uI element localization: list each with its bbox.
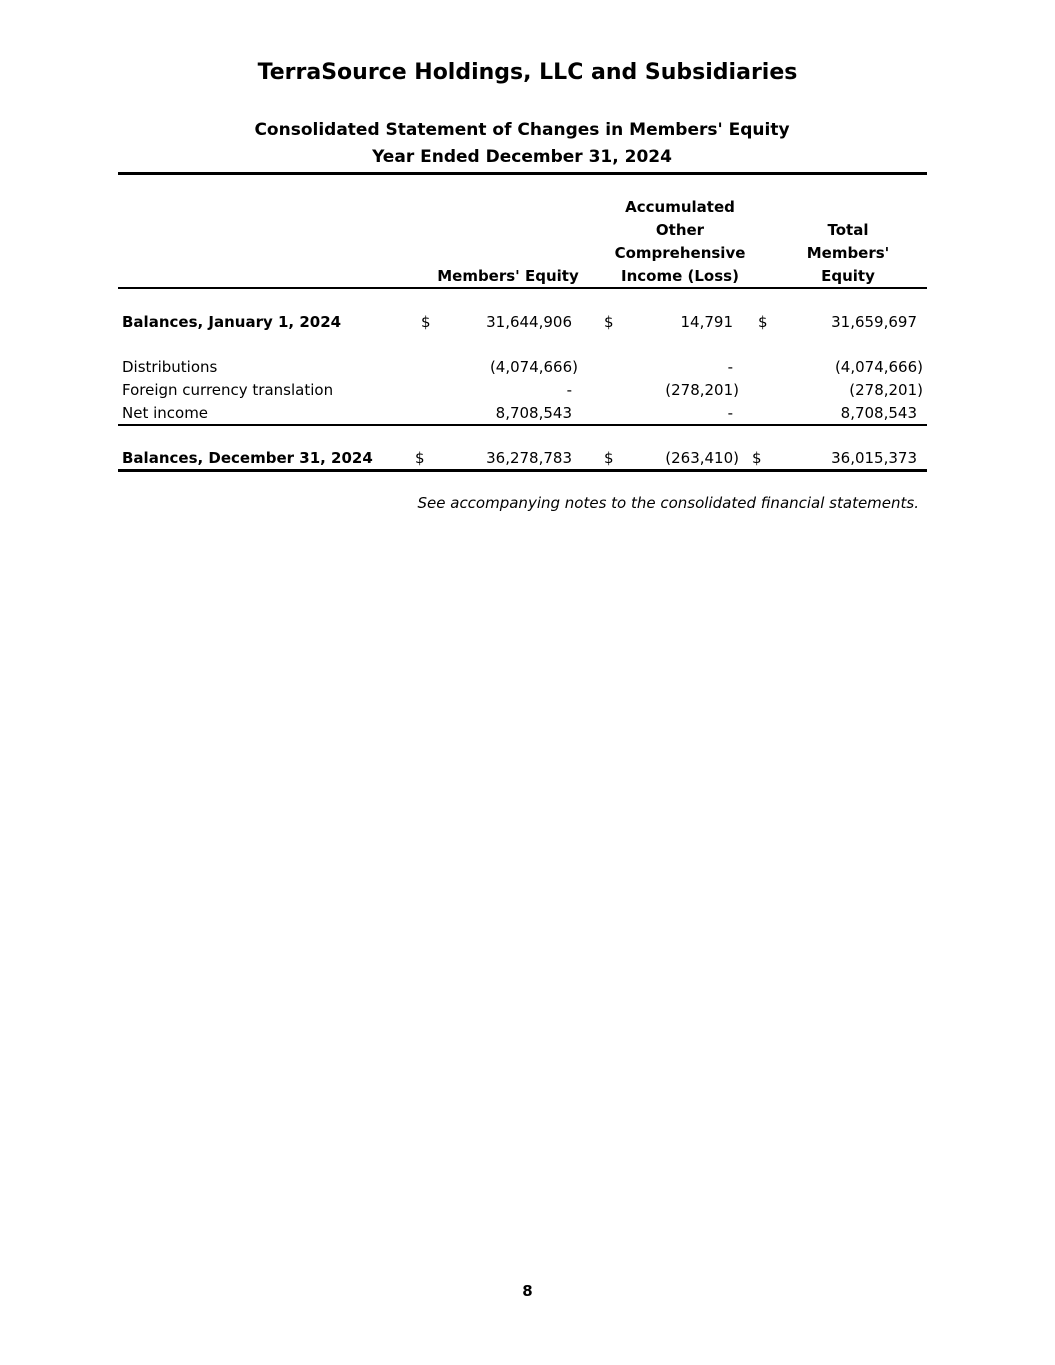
top-rule — [118, 172, 927, 175]
row-label: Balances, January 1, 2024 — [122, 313, 342, 331]
header-rule — [118, 287, 927, 289]
cell-aoci: - — [727, 404, 733, 422]
cell-members-equity: 36,278,783 — [486, 449, 572, 467]
dollar-sign: $ — [604, 313, 614, 331]
cell-total: (4,074,666) — [834, 358, 923, 376]
page-number: 8 — [522, 1282, 533, 1300]
dollar-sign: $ — [415, 449, 425, 467]
dollar-sign: $ — [604, 449, 614, 467]
cell-aoci: (263,410) — [665, 449, 739, 467]
statement-title: Consolidated Statement of Changes in Members' Equity — [254, 120, 790, 140]
col-header-line: Total — [827, 221, 869, 239]
col-header-line: Comprehensive — [614, 244, 746, 262]
cell-total: 31,659,697 — [831, 313, 917, 331]
subtotal-rule — [118, 424, 927, 426]
statement-period: Year Ended December 31, 2024 — [372, 147, 672, 167]
cell-members-equity: - — [566, 381, 572, 399]
total-double-rule — [118, 469, 927, 472]
row-label: Foreign currency translation — [122, 381, 334, 399]
cell-members-equity: 31,644,906 — [486, 313, 572, 331]
dollar-sign: $ — [421, 313, 431, 331]
cell-aoci: - — [727, 358, 733, 376]
row-label: Distributions — [122, 358, 218, 376]
dollar-sign: $ — [752, 449, 762, 467]
cell-total: (278,201) — [849, 381, 923, 399]
col-header-line: Members' — [806, 244, 890, 262]
col-header-members-equity — [430, 265, 586, 288]
cell-total: 8,708,543 — [840, 404, 917, 422]
col-header-line: Accumulated — [625, 198, 735, 216]
cell-aoci: 14,791 — [680, 313, 733, 331]
row-label: Net income — [122, 404, 209, 422]
cell-aoci: (278,201) — [665, 381, 739, 399]
footnote: See accompanying notes to the consolidated financial statements. — [417, 494, 919, 512]
col-header-line: Equity — [821, 267, 875, 285]
col-header-aoci — [600, 196, 760, 288]
col-header-total — [770, 219, 926, 288]
col-header-line: Other — [655, 221, 705, 239]
cell-members-equity: 8,708,543 — [495, 404, 572, 422]
company-name: TerraSource Holdings, LLC and Subsidiaries — [257, 60, 798, 85]
col-header-line: Income (Loss) — [621, 267, 739, 285]
col-header-line: Members' Equity — [437, 267, 579, 285]
dollar-sign: $ — [758, 313, 768, 331]
cell-members-equity: (4,074,666) — [489, 358, 578, 376]
cell-total: 36,015,373 — [831, 449, 917, 467]
row-label: Balances, December 31, 2024 — [122, 449, 373, 467]
